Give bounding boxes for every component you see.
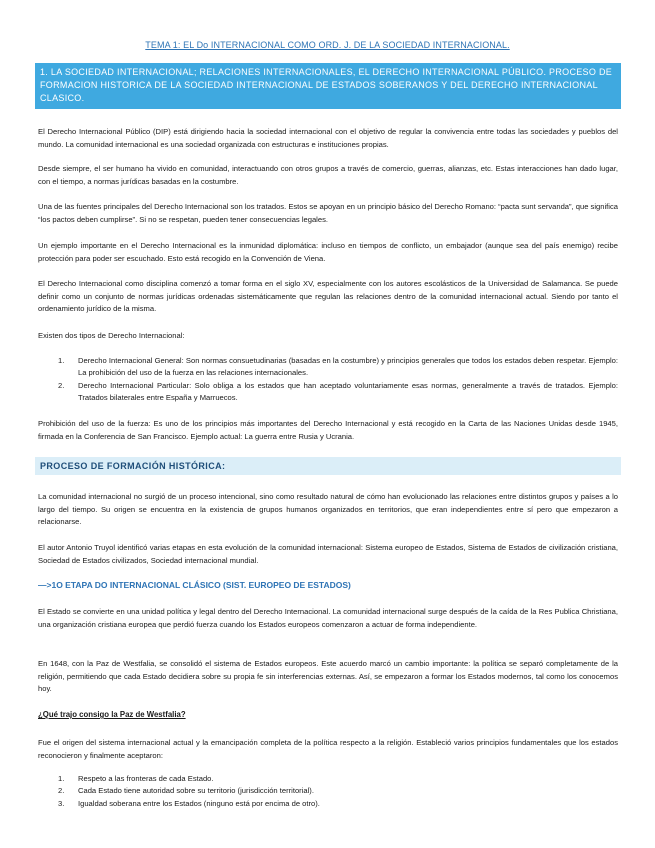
list-number: 1. (58, 356, 65, 365)
paragraph-estado: El Estado se convierte en una unidad política y legal dentro del Derecho Internacional. La comunidad internacional surge después de la caída de la Res Publica Christiana, una organización cristiana europea que perdió fuerza cuando los Estados europeos comenzaron a actuar de forma independiente. (38, 607, 618, 629)
paragraph-tratados: Una de las fuentes principales del Derecho Internacional son los tratados. Estos se apoyan en un principio básico del Derecho Romano: “pacta sunt servanda”, que significa “los pactos deben cumplirse”. Si no se respetan, pueden tener consecuencias legales. (38, 202, 618, 224)
list-item (38, 355, 618, 380)
paragraph-prohibicion: Prohibición del uso de la fuerza: Es uno de los principios más importantes del Derecho Internacional y está recogido en la Carta de las Naciones Unidas desde 1945, firmada en la Conferencia de San Francisco. Ejemplo actual: La guerra entre Rusia y Ucrania. (38, 419, 618, 441)
paragraph-truyol: El autor Antonio Truyol identificó varias etapas en esta evolución de la comunidad internacional: Sistema europeo de Estados, Sistema de Estados de civilización cristiana, Sociedad de Estados civilizados, Sociedad internacional mundial. (38, 543, 618, 565)
paragraph-origen: La comunidad internacional no surgió de un proceso intencional, sino como resultado natural de cómo han evolucionado las relaciones entre distintos grupos y países a lo largo del tiempo. Su origen se encuentra en la existencia de grupos humanos organizados en territorios, que eran independientes entre sí pero que empezaron a relacionarse. (38, 492, 618, 527)
section-heading-band: 1. LA SOCIEDAD INTERNACIONAL; RELACIONES INTERNACIONALES, EL DERECHO INTERNACIONAL PÚBLICO. PROCESO DE FORMACION HISTORICA DE LA SOCIEDAD INTERNACIONAL DE ESTADOS SOBERANOS Y DEL DERECHO INTERNACIONAL CLASICO. (35, 63, 621, 109)
paragraph-westfalia: En 1648, con la Paz de Westfalia, se consolidó el sistema de Estados europeos. Este acuerdo marcó un cambio importante: la política se separó completamente de la religión, permitiendo que cada Estado decidiera sobre su propia fe sin interferencias externas. Así, se empezaron a formar los Estados modernos, tal como los conocemos hoy. (38, 659, 618, 694)
document-title: TEMA 1: EL Do INTERNACIONAL COMO ORD. J. DE LA SOCIEDAD INTERNACIONAL. (145, 40, 510, 50)
principles-list (38, 773, 618, 810)
list-text: Respeto a las fronteras de cada Estado. (78, 774, 214, 783)
paragraph-comunidad: Desde siempre, el ser humano ha vivido en comunidad, interactuando con otros grupos a través de comercio, guerras, alianzas, etc. Estas interacciones han dado lugar, con el tiempo, a normas jurídicas basadas en la costumbre. (38, 164, 618, 186)
westfalia-question: ¿Qué trajo consigo la Paz de Westfalia? (38, 710, 186, 719)
list-text: Derecho Internacional Particular: Solo obliga a los estados que han aceptado voluntariamente esas normas, generalmente a través de tratados. Ejemplo: Tratados bilaterales entre España y Marruecos. (78, 380, 618, 403)
list-item (38, 773, 618, 785)
list-item (38, 798, 618, 810)
paragraph-tipos-intro: Existen dos tipos de Derecho Internacional: (38, 331, 185, 340)
list-item (38, 785, 618, 797)
list-text: Cada Estado tiene autoridad sobre su territorio (jurisdicción territorial). (78, 786, 314, 796)
list-text: Igualdad soberana entre los Estados (ninguno está por encima de otro). (78, 798, 320, 808)
stage-heading: —>1O ETAPA DO INTERNACIONAL CLÁSICO (SIST. EUROPEO DE ESTADOS) (38, 580, 351, 590)
paragraph-principios: Fue el origen del sistema internacional actual y la emancipación completa de la política respecto a la religión. Estableció varios principios fundamentales que los estados reconocieron y finalmente aceptaron: (38, 738, 618, 760)
section-heading-historica: PROCESO DE FORMACIÓN HISTÓRICA: (35, 457, 621, 475)
list-number: 3. (58, 798, 65, 808)
list-number: 2. (58, 786, 65, 796)
list-item (38, 380, 618, 405)
list-number: 1. (58, 774, 65, 783)
list-number: 2. (58, 380, 65, 390)
paragraph-dip: El Derecho Internacional Público (DIP) está dirigiendo hacia la sociedad internacional con el objetivo de regular la convivencia entre todas las sociedades y pueblos del mundo. La comunidad internacional es una sociedad organizada con estructuras e instituciones propias. (38, 127, 618, 149)
types-list (38, 355, 618, 405)
paragraph-inmunidad: Un ejemplo importante en el Derecho Internacional es la inmunidad diplomática: incluso en tiempos de conflicto, un embajador (aunque sea del país enemigo) recibe protección para poder ser escuchado. Esto está recogido en la Convención de Viena. (38, 241, 618, 263)
list-text: Derecho Internacional General: Son normas consuetudinarias (basadas en la costumbre) y principios generales que todos los estados deben respetar. Ejemplo: La prohibición del uso de la fuerza en las relaciones internacionales. (78, 356, 618, 378)
paragraph-disciplina: El Derecho Internacional como disciplina comenzó a tomar forma en el siglo XV, especialmente con los autores escolásticos de la Universidad de Salamanca. Se puede definir como un conjunto de normas jurídicas ordenadas sistemáticamente que regulan las relaciones dentro de la comunidad internacional actual. Siendo por tanto el ordenamiento jurídico de la misma. (38, 279, 618, 314)
